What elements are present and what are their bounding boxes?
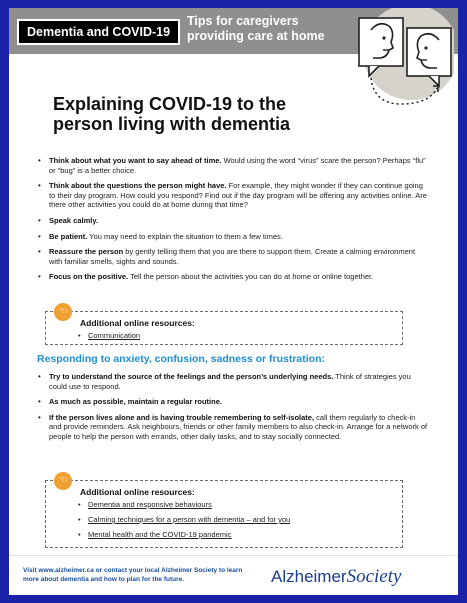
logo-italic: Society: [346, 566, 402, 587]
list-item: [37, 156, 429, 175]
item-text: call them regularly to check-in and provide reminders. Ask neighbours, friends or other family members to also check-in. Arrange for a network of people to help the person with errands, other daily tasks, and to stay socially connected.: [49, 412, 428, 441]
item-text: Would using the word “virus” scare the person? Perhaps “flu” or “bug” is a better choice.: [49, 156, 426, 175]
resources-box: [45, 306, 403, 345]
resource-link-mental-health[interactable]: • Mental health and the COVID-19 pandemic: [78, 529, 290, 544]
list-item: [37, 247, 429, 266]
topic-badge: Dementia and COVID-19: [17, 19, 180, 45]
alzheimer-society-logo: [271, 566, 401, 588]
item-lead: Try to understand the source of the feelings and the person’s underlying needs.: [49, 372, 334, 381]
footer-url-link[interactable]: www.alzheimer.ca: [38, 567, 94, 574]
item-lead: Reassure the person: [49, 247, 124, 257]
resources-title: Additional online resources:: [80, 487, 195, 497]
responding-list: [37, 372, 429, 448]
footer-rest: or contact your local Alzheimer Society to learn more about dementia and how to plan for the future.: [23, 567, 243, 583]
title-line-2: person living with dementia: [53, 114, 291, 134]
footer-visit: Visit: [23, 567, 39, 574]
title-line-1: Explaining COVID-19 to the: [53, 94, 287, 114]
logo-main: Alzheimer: [271, 567, 347, 586]
item-lead: Focus on the positive.: [49, 272, 129, 282]
list-item: [37, 397, 429, 407]
resource-link-calming-techniques[interactable]: • Calming techniques for a person with dementia – and for you: [78, 514, 290, 529]
item-text: You may need to explain the situation to them a few times.: [87, 231, 283, 241]
resource-link-communication[interactable]: • Communication: [78, 330, 140, 345]
document-page: [9, 8, 458, 595]
item-text: Think of strategies you could use to respond.: [49, 372, 411, 391]
item-text: by gently telling them that you are there to support them. Create a calming environment with familiar smells, sights and sounds.: [49, 247, 416, 266]
hand-icon: ☜: [54, 472, 72, 490]
item-lead: Think about what you want to say ahead of time.: [49, 156, 222, 165]
item-lead: Think about the questions the person might have.: [49, 181, 227, 191]
list-item: [37, 181, 429, 210]
header-tagline: [187, 14, 325, 44]
item-lead: Be patient.: [49, 231, 88, 241]
footer-text: [23, 566, 253, 584]
resources-links: [78, 330, 140, 345]
list-item: [37, 413, 429, 442]
list-item: [37, 216, 429, 226]
resources-links: [78, 499, 290, 544]
tagline-line-2: providing care at home: [187, 29, 325, 43]
resource-link-responsive-behaviours[interactable]: • Dementia and responsive behaviours: [78, 499, 290, 514]
list-item: [37, 372, 429, 391]
footer: [9, 555, 458, 595]
item-text: Tell the person about the activities you can do at home or online together.: [128, 272, 374, 282]
hand-icon: ☜: [54, 303, 72, 321]
item-text: For example, they might wonder if they can continue going to their day program. How could you respond? Find out if the day program will be offering any activities online. Are there other activities you could do at home during that time?: [49, 181, 427, 210]
item-lead: Speak calmly.: [49, 215, 99, 225]
section-heading: Responding to anxiety, confusion, sadness or frustration:: [37, 353, 326, 365]
list-item: [37, 272, 429, 282]
tagline-line-1: Tips for caregivers: [187, 14, 299, 28]
item-lead: As much as possible, maintain a regular routine.: [49, 397, 222, 407]
two-faces-icon: [349, 8, 454, 113]
tips-list: [37, 156, 429, 288]
list-item: [37, 232, 429, 242]
item-lead: If the person lives alone and is having trouble remembering to self-isolate,: [49, 412, 315, 422]
page-title: [53, 94, 343, 134]
resources-box: [45, 475, 403, 548]
resources-title: Additional online resources:: [80, 318, 195, 328]
